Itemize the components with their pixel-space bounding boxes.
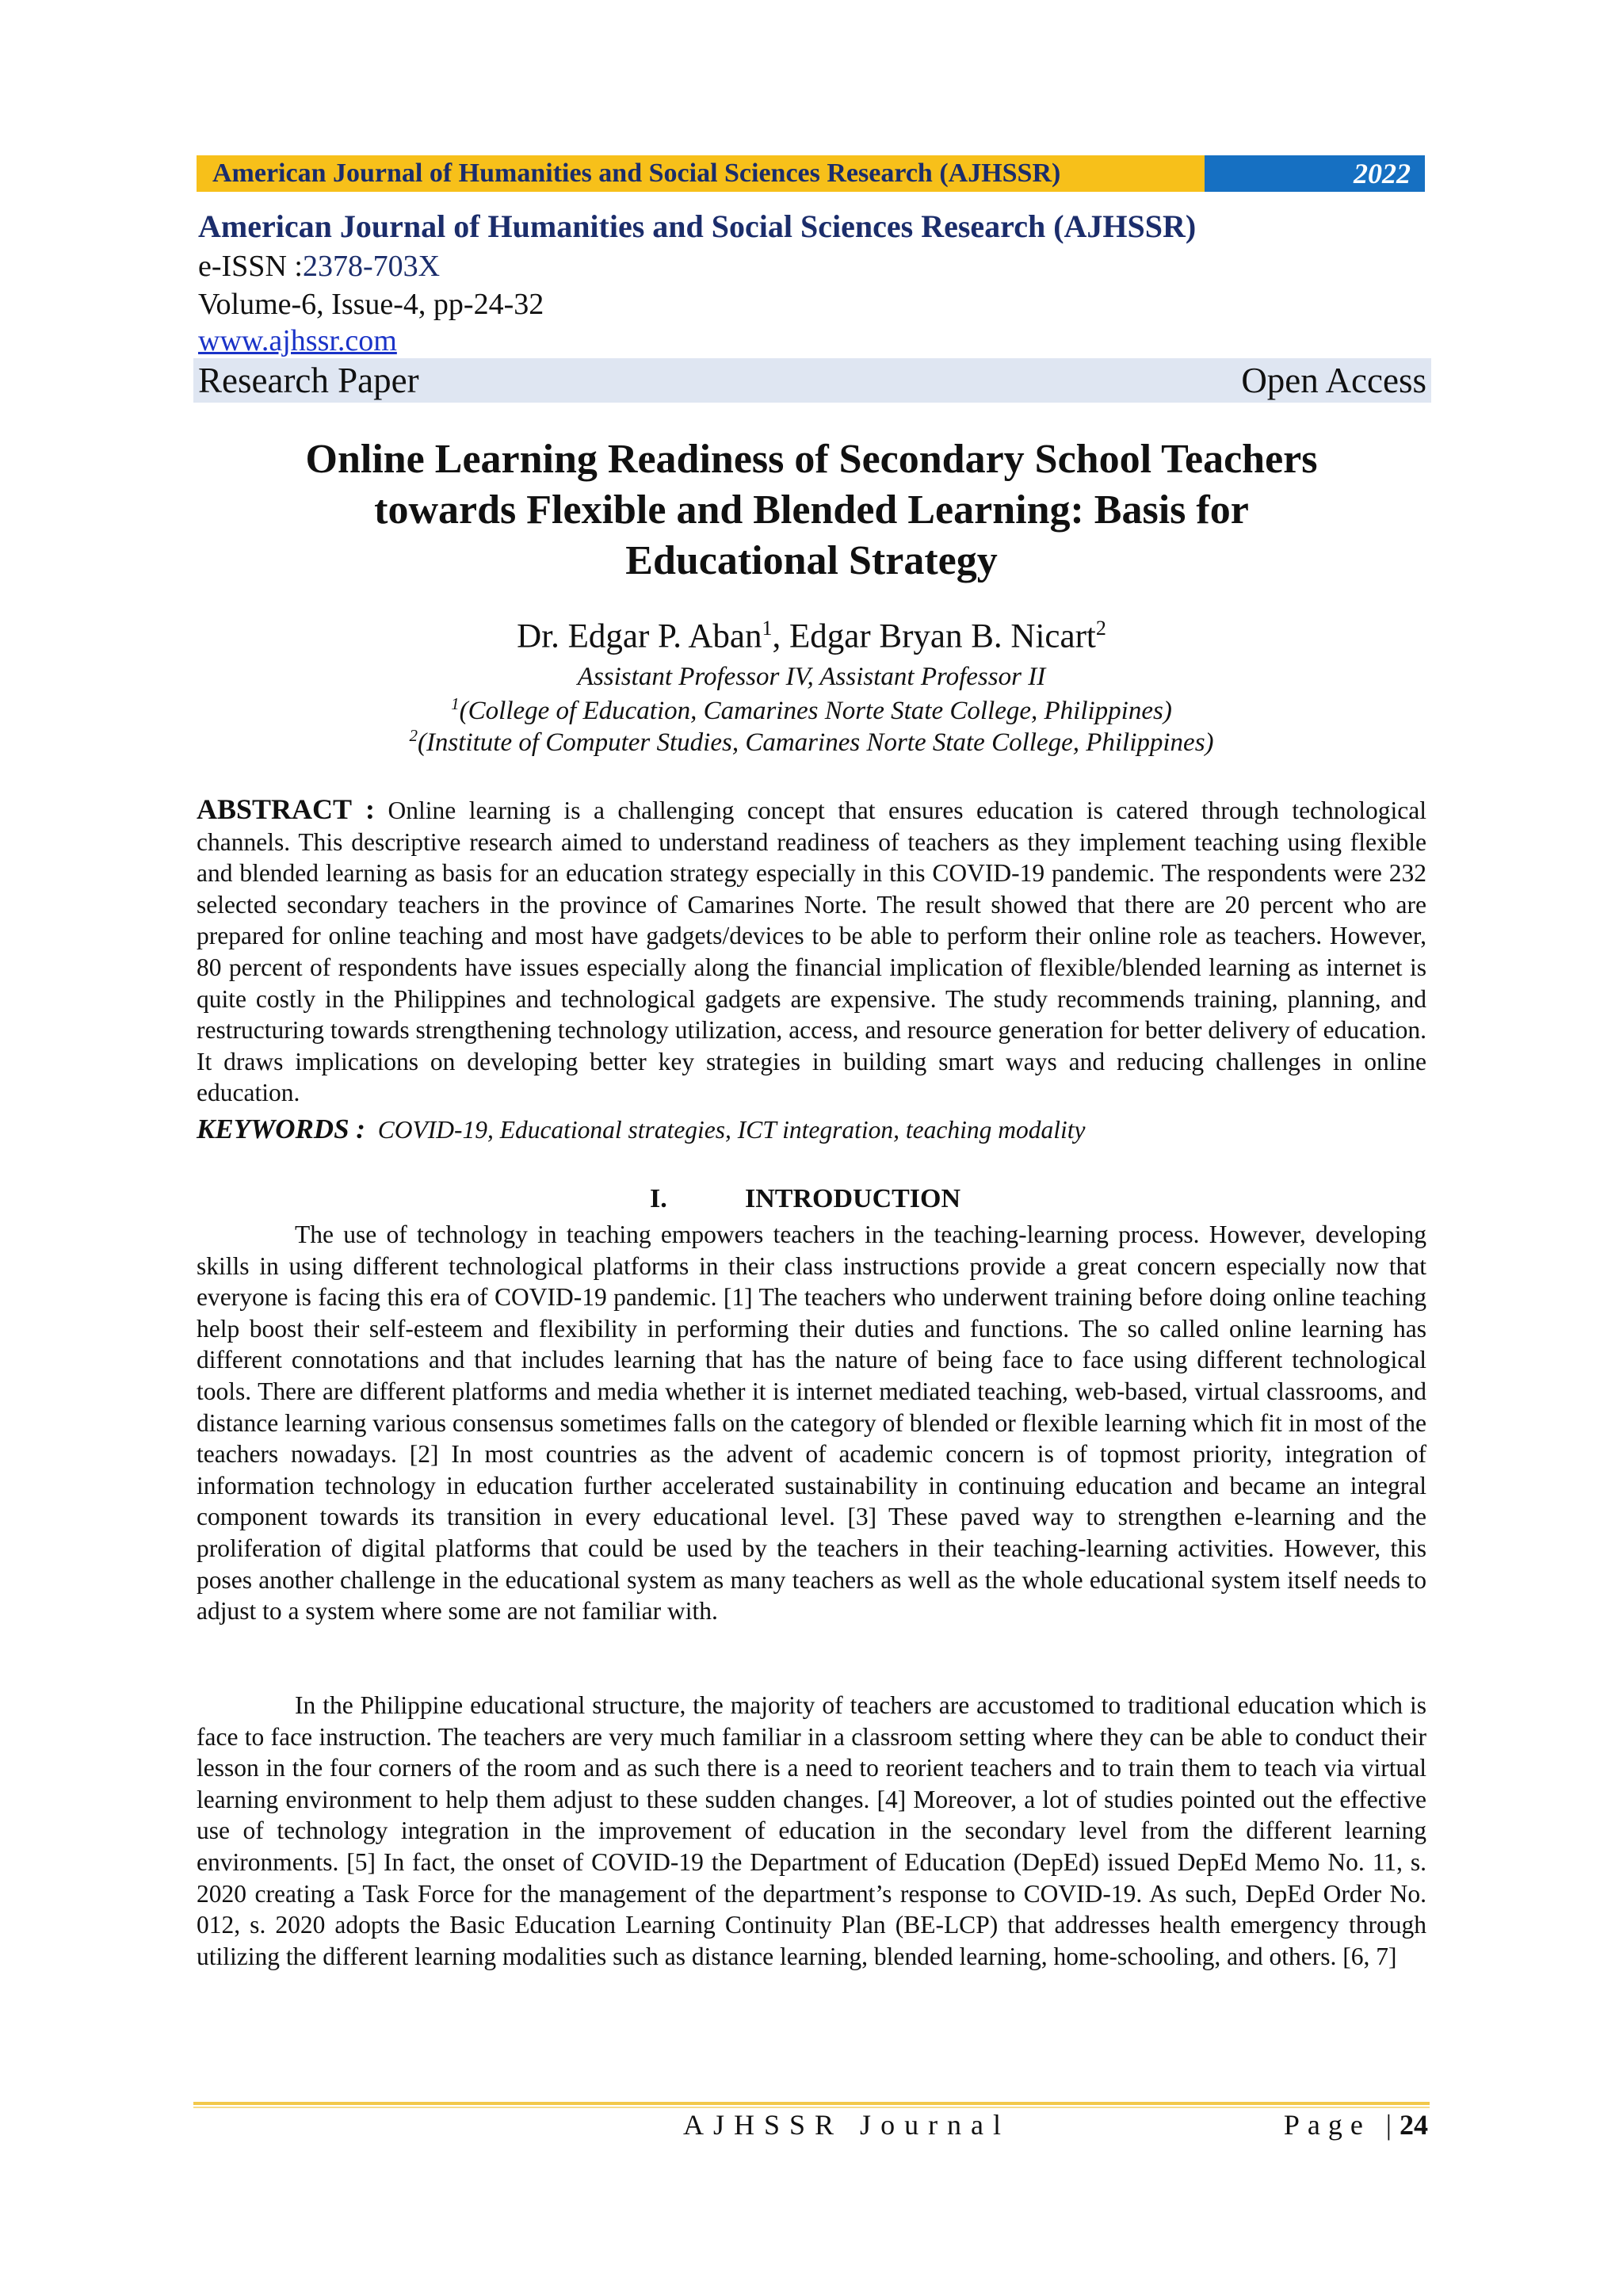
abstract-label: ABSTRACT : — [197, 793, 376, 825]
page-number: 24 — [1400, 2109, 1428, 2141]
issn-line — [198, 249, 440, 284]
body-paragraph: In the Philippine educational structure, the majority of teachers are accustomed to traditional education which is face to face instruction. The teachers are very much familiar in a classroom setting where they can be able to conduct their lesson in the four corners of the room and as such there is a need to reorient teachers and to train them to teach via virtual learning environment to help them adjust to these sudden changes. [4] Moreover, a lot of studies pointed out the effective use of technology integration in the improvement of education in the secondary level from the different learning environments. [5] In fact, the onset of COVID-19 the Department of Education (DepEd) issued DepEd Memo No. 11, s. 2020 creating a Task Force for the management of the department’s response to COVID-19. As such, DepEd Order No. 012, s. 2020 adopts the Basic Education Learning Continuity Plan (BE-LCP) that addresses health emergency through utilizing the different learning modalities such as distance learning, blended learning, home-schooling, and others. [6, 7] — [197, 1691, 1426, 1970]
footer-page — [1284, 2108, 1428, 2141]
author-name: Dr. Edgar P. Aban — [517, 617, 762, 655]
volume-line: Volume-6, Issue-4, pp-24-32 — [198, 288, 544, 321]
author-affil-mark: 1 — [762, 617, 773, 640]
footer-rule — [193, 2102, 1430, 2105]
author-affil-mark: 2 — [1095, 617, 1106, 640]
access-type: Open Access — [1241, 361, 1426, 400]
journal-title: American Journal of Humanities and Social Sciences Research (AJHSSR) — [198, 208, 1197, 244]
paper-type: Research Paper — [198, 361, 419, 400]
title-line: Online Learning Readiness of Secondary School Teachers — [305, 437, 1318, 482]
author-separator: , — [772, 617, 789, 655]
affil-mark: 2 — [409, 726, 418, 745]
section-heading — [650, 1184, 960, 1214]
header-year: 2022 — [1205, 155, 1425, 192]
issn-value: 2378-703X — [302, 250, 441, 283]
website-link[interactable]: www.ajhssr.com — [198, 324, 397, 357]
title-line: towards Flexible and Blended Learning: Basis for — [374, 487, 1249, 533]
affiliation-1 — [197, 694, 1426, 726]
paper-type-band — [193, 358, 1431, 403]
section-title: INTRODUCTION — [745, 1184, 961, 1213]
affiliation-2 — [197, 726, 1426, 758]
affil-text: (Institute of Computer Studies, Camarines Norte State College, Philippines) — [417, 728, 1214, 757]
abstract — [197, 794, 1426, 1109]
page-label: Page | — [1283, 2109, 1400, 2141]
section-number: I. — [650, 1184, 667, 1213]
author-name: Edgar Bryan B. Nicart — [789, 617, 1096, 655]
affil-text: (College of Education, Camarines Norte State College, Philippines) — [459, 697, 1172, 725]
body-paragraph: The use of technology in teaching empowers teachers in the teaching-learning process. However, developing skills in using different technological platforms in their class instructions provide a great concern especially now that everyone is facing this era of COVID-19 pandemic. [1] The teachers who underwent training before doing online teaching help boost their self-esteem and flexibility in performing their duties and functions. The so called online learning has different connotations and that includes learning that has the nature of being face to face using different technological tools. There are different platforms and media whether it is internet mediated teaching, web-based, virtual classrooms, and distance learning various consensus sometimes falls on the category of blended or flexible learning which fit in most of the teachers nowadays. [2] In most countries as the advent of academic concern is of topmost priority, integration of information technology in education further accelerated sustainability in continuing education and became an integral component towards its transition in every educational level. [3] These paved way to strengthen e-learning and the proliferation of digital platforms that could be used by the teachers in their teaching-learning activities. However, this poses another challenge in the educational system as many teachers as well as the whole educational system itself needs to adjust to a system where some are not familiar with. — [197, 1221, 1426, 1626]
footer-journal: AJHSSR Journal — [683, 2109, 1011, 2141]
keywords-label: KEYWORDS : — [197, 1114, 365, 1144]
journal-header-band — [197, 155, 1425, 192]
keywords — [197, 1114, 1426, 1145]
affil-mark: 1 — [451, 694, 460, 713]
website-line — [198, 323, 397, 358]
abstract-text: Online learning is a challenging concept that ensures education is catered through technological channels. This descriptive research aimed to understand readiness of teachers as they implement teaching using flexible and blended learning as basis for an education strategy especially in this COVID-19 pandemic. The respondents were 232 selected secondary teachers in the province of Camarines Norte. The result showed that there are 20 percent who are prepared for online teaching and most have gadgets/devices to be able to perform their online role as teachers. However, 80 percent of respondents have issues especially along the financial implication of flexible/blended learning as internet is quite costly in the Philippines and technological gadgets are expensive. The study recommends training, planning, and restructuring towards strengthening technology utilization, access, and resource generation for better delivery of education. It draws implications on developing better key strategies in building smart ways and reducing challenges in online education. — [197, 797, 1427, 1107]
paper-title — [197, 434, 1426, 586]
issn-label: e-ISSN : — [198, 250, 303, 283]
authors — [197, 617, 1426, 655]
keywords-text: COVID-19, Educational strategies, ICT integration, teaching modality — [377, 1116, 1086, 1144]
header-journal-name: American Journal of Humanities and Social Sciences Research (AJHSSR) — [197, 155, 1205, 192]
title-line: Educational Strategy — [625, 538, 998, 583]
author-positions: Assistant Professor IV, Assistant Professor II — [577, 663, 1046, 691]
